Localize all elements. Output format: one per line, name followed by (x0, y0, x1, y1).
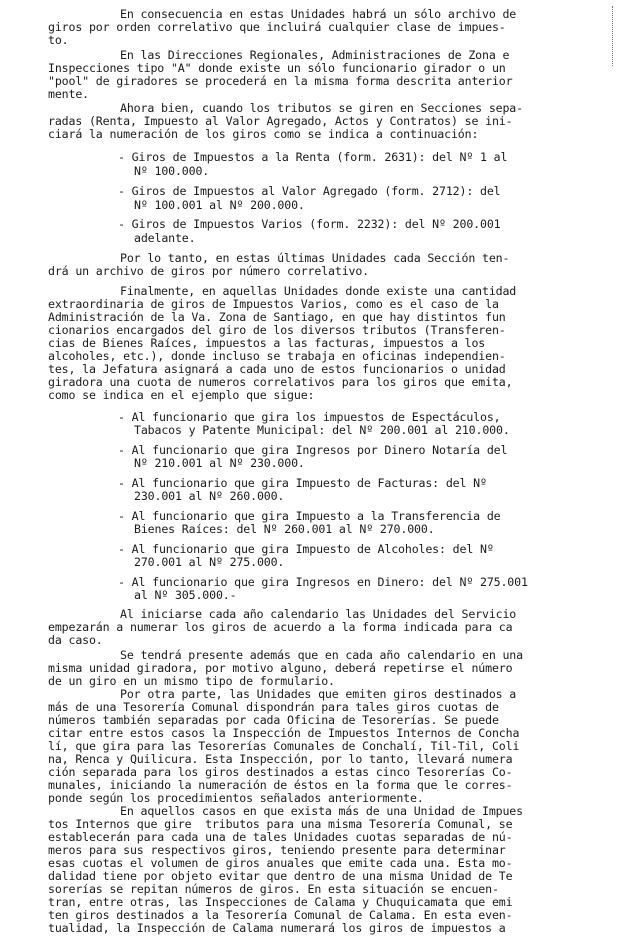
paragraph-line: ciará la numeración de los giros como se indica a continuación: (48, 127, 479, 141)
list-item-line: - Al funcionario que gira Ingresos por Dinero Notaría del (118, 443, 508, 457)
paragraph-line: ten giros destinados a la Tesorería Comunal de Calama. En esta even- (48, 908, 513, 922)
paragraph-line: radas (Renta, Impuesto al Valor Agregado, Actos y Contratos) se ini- (48, 114, 513, 128)
paragraph-line: lí, que gira para las Tesorerías Comunales de Conchalí, Til-Til, Coli (48, 739, 520, 753)
paragraph-line: munales, iniciando la numeración de éstos en la forma que le corres- (48, 778, 513, 792)
paragraph-line: establecerán para cada una de tales Unidades cuotas separadas de nú- (48, 830, 513, 844)
paragraph-line: En aquellos casos en que exista más de una Unidad de Impues (120, 804, 523, 818)
paragraph-line: Al iniciarse cada año calendario las Unidades del Servicio (120, 607, 517, 621)
paragraph-line: Inspecciones tipo "A" donde existe un sólo funcionario girador o un (48, 61, 506, 75)
paragraph-line: alcoholes, etc.), donde incluso se trabaja en oficinas independien- (48, 349, 506, 363)
paragraph-line: mente. (48, 87, 89, 101)
paragraph-line: to. (48, 33, 69, 47)
paragraph-line: cionarios encargados del giro de los diversos tributos (Transferen- (48, 323, 506, 337)
list-item-line: Nº 100.001 al Nº 200.000. (134, 198, 305, 212)
paragraph-line: tos Internos que gire tributos para una misma Tesorería Comunal, se (48, 817, 513, 831)
paragraph-line: como se indica en el ejemplo que sigue: (48, 388, 315, 402)
paragraph-line: da caso. (48, 633, 103, 647)
paragraph-line: ción separada para los giros destinados a estas cinco Tesorerías Co- (48, 765, 513, 779)
paragraph-line: sorerías se repitan números de giros. En esta situación se encuen- (48, 882, 499, 896)
paragraph-line: na, Renca y Quilicura. Esta Inspección, por lo tanto, llevará numera (48, 752, 513, 766)
paragraph-line: Ahora bien, cuando los tributos se giren en Secciones sepa- (120, 101, 523, 115)
list-item-line: - Al funcionario que gira Impuesto de Facturas: del Nº (118, 476, 487, 490)
list-item-line: - Giros de Impuestos al Valor Agregado (form. 2712): del (118, 184, 501, 198)
list-item-line: al Nº 305.000.- (134, 588, 237, 602)
list-item-line: Tabacos y Patente Municipal: del Nº 200.001 al 210.000. (134, 423, 510, 437)
paragraph-line: tran, entre otras, las Inspecciones de Calama y Chuquicamata que emi (48, 895, 513, 909)
paragraph-line: tualidad, la Inspección de Calama numerará los giros de impuestos a (48, 921, 506, 935)
list-item-line: Nº 100.000. (134, 164, 210, 178)
paragraph-line: extraordinaria de giros de Impuestos Varios, como es el caso de la (48, 297, 499, 311)
paragraph-line: dalidad tiene por objeto evitar que dentro de una misma Unidad de Te (48, 869, 513, 883)
list-item-line: - Al funcionario que gira Ingresos en Dinero: del Nº 275.001 (118, 575, 528, 589)
paragraph-line: Por lo tanto, en estas últimas Unidades cada Sección ten- (120, 251, 510, 265)
paragraph-line: Administración de la Va. Zona de Santiago, en que hay distintos fun (48, 310, 506, 324)
list-item-line: - Giros de Impuestos Varios (form. 2232): del Nº 200.001 (118, 217, 501, 231)
paragraph-line: giradora una cuota de numeros correlativos para los giros que emita, (48, 375, 513, 389)
list-item-line: 270.001 al Nº 275.000. (134, 555, 285, 569)
paragraph-line: más de una Tesorería Comunal dispondrán para tales giros cuotas de (48, 700, 499, 714)
paragraph-line: En las Direcciones Regionales, Administraciones de Zona e (120, 48, 510, 62)
list-item-line: - Al funcionario que gira Impuesto de Alcoholes: del Nº (118, 542, 494, 556)
paragraph-line: números también separadas por cada Oficina de Tesorerías. Se puede (48, 713, 499, 727)
paragraph-line: meros para sus respectivos giros, teniendo presente para determinar (48, 843, 506, 857)
list-item-line: adelante. (134, 231, 196, 245)
paragraph-line: drá un archivo de giros por número correlativo. (48, 264, 370, 278)
list-item-line: - Al funcionario que gira Impuesto a la Transferencia de (118, 509, 501, 523)
paragraph-line: de un giro en un mismo tipo de formulario. (48, 674, 335, 688)
margin-marks (612, 6, 617, 66)
list-item-line: - Giros de Impuestos a la Renta (form. 2631): del Nº 1 al (118, 150, 508, 164)
paragraph-line: tes, la Jefatura asignará a cada uno de estos funcionarios o unidad (48, 362, 506, 376)
paragraph-line: Se tendrá presente además que en cada año calendario en una (120, 648, 523, 662)
list-item-line: - Al funcionario que gira los impuestos de Espectáculos, (118, 410, 501, 424)
list-item-line: Bienes Raíces: del Nº 260.001 al Nº 270.000. (134, 522, 435, 536)
paragraph-line: citar entre estos casos la Inspección de Impuestos Internos de Concha (48, 726, 520, 740)
list-item-line: 230.001 al Nº 260.000. (134, 489, 285, 503)
list-item-line: Nº 210.001 al Nº 230.000. (134, 456, 305, 470)
paragraph-line: misma unidad giradora, por motivo alguno, deberá repetirse el número (48, 661, 513, 675)
paragraph-line: esas cuotas el volumen de giros anuales que emite cada una. Esta mo- (48, 856, 513, 870)
paragraph-line: ponde según los procedimientos señalados anteriormente. (48, 791, 424, 805)
paragraph-line: En consecuencia en estas Unidades habrá un sólo archivo de (120, 7, 517, 21)
paragraph-line: Finalmente, en aquellas Unidades donde existe una cantidad (120, 284, 517, 298)
paragraph-line: empezarán a numerar los giros de acuerdo a la forma indicada para ca (48, 620, 513, 634)
paragraph-line: Por otra parte, las Unidades que emiten giros destinados a (120, 687, 517, 701)
paragraph-line: cias de Bienes Raíces, impuestos a las facturas, impuestos a los (48, 336, 486, 350)
paragraph-line: giros por orden correlativo que incluirá cualquier clase de impues- (48, 20, 506, 34)
paragraph-line: "pool" de giradores se procederá en la misma forma descrita anterior (48, 74, 513, 88)
